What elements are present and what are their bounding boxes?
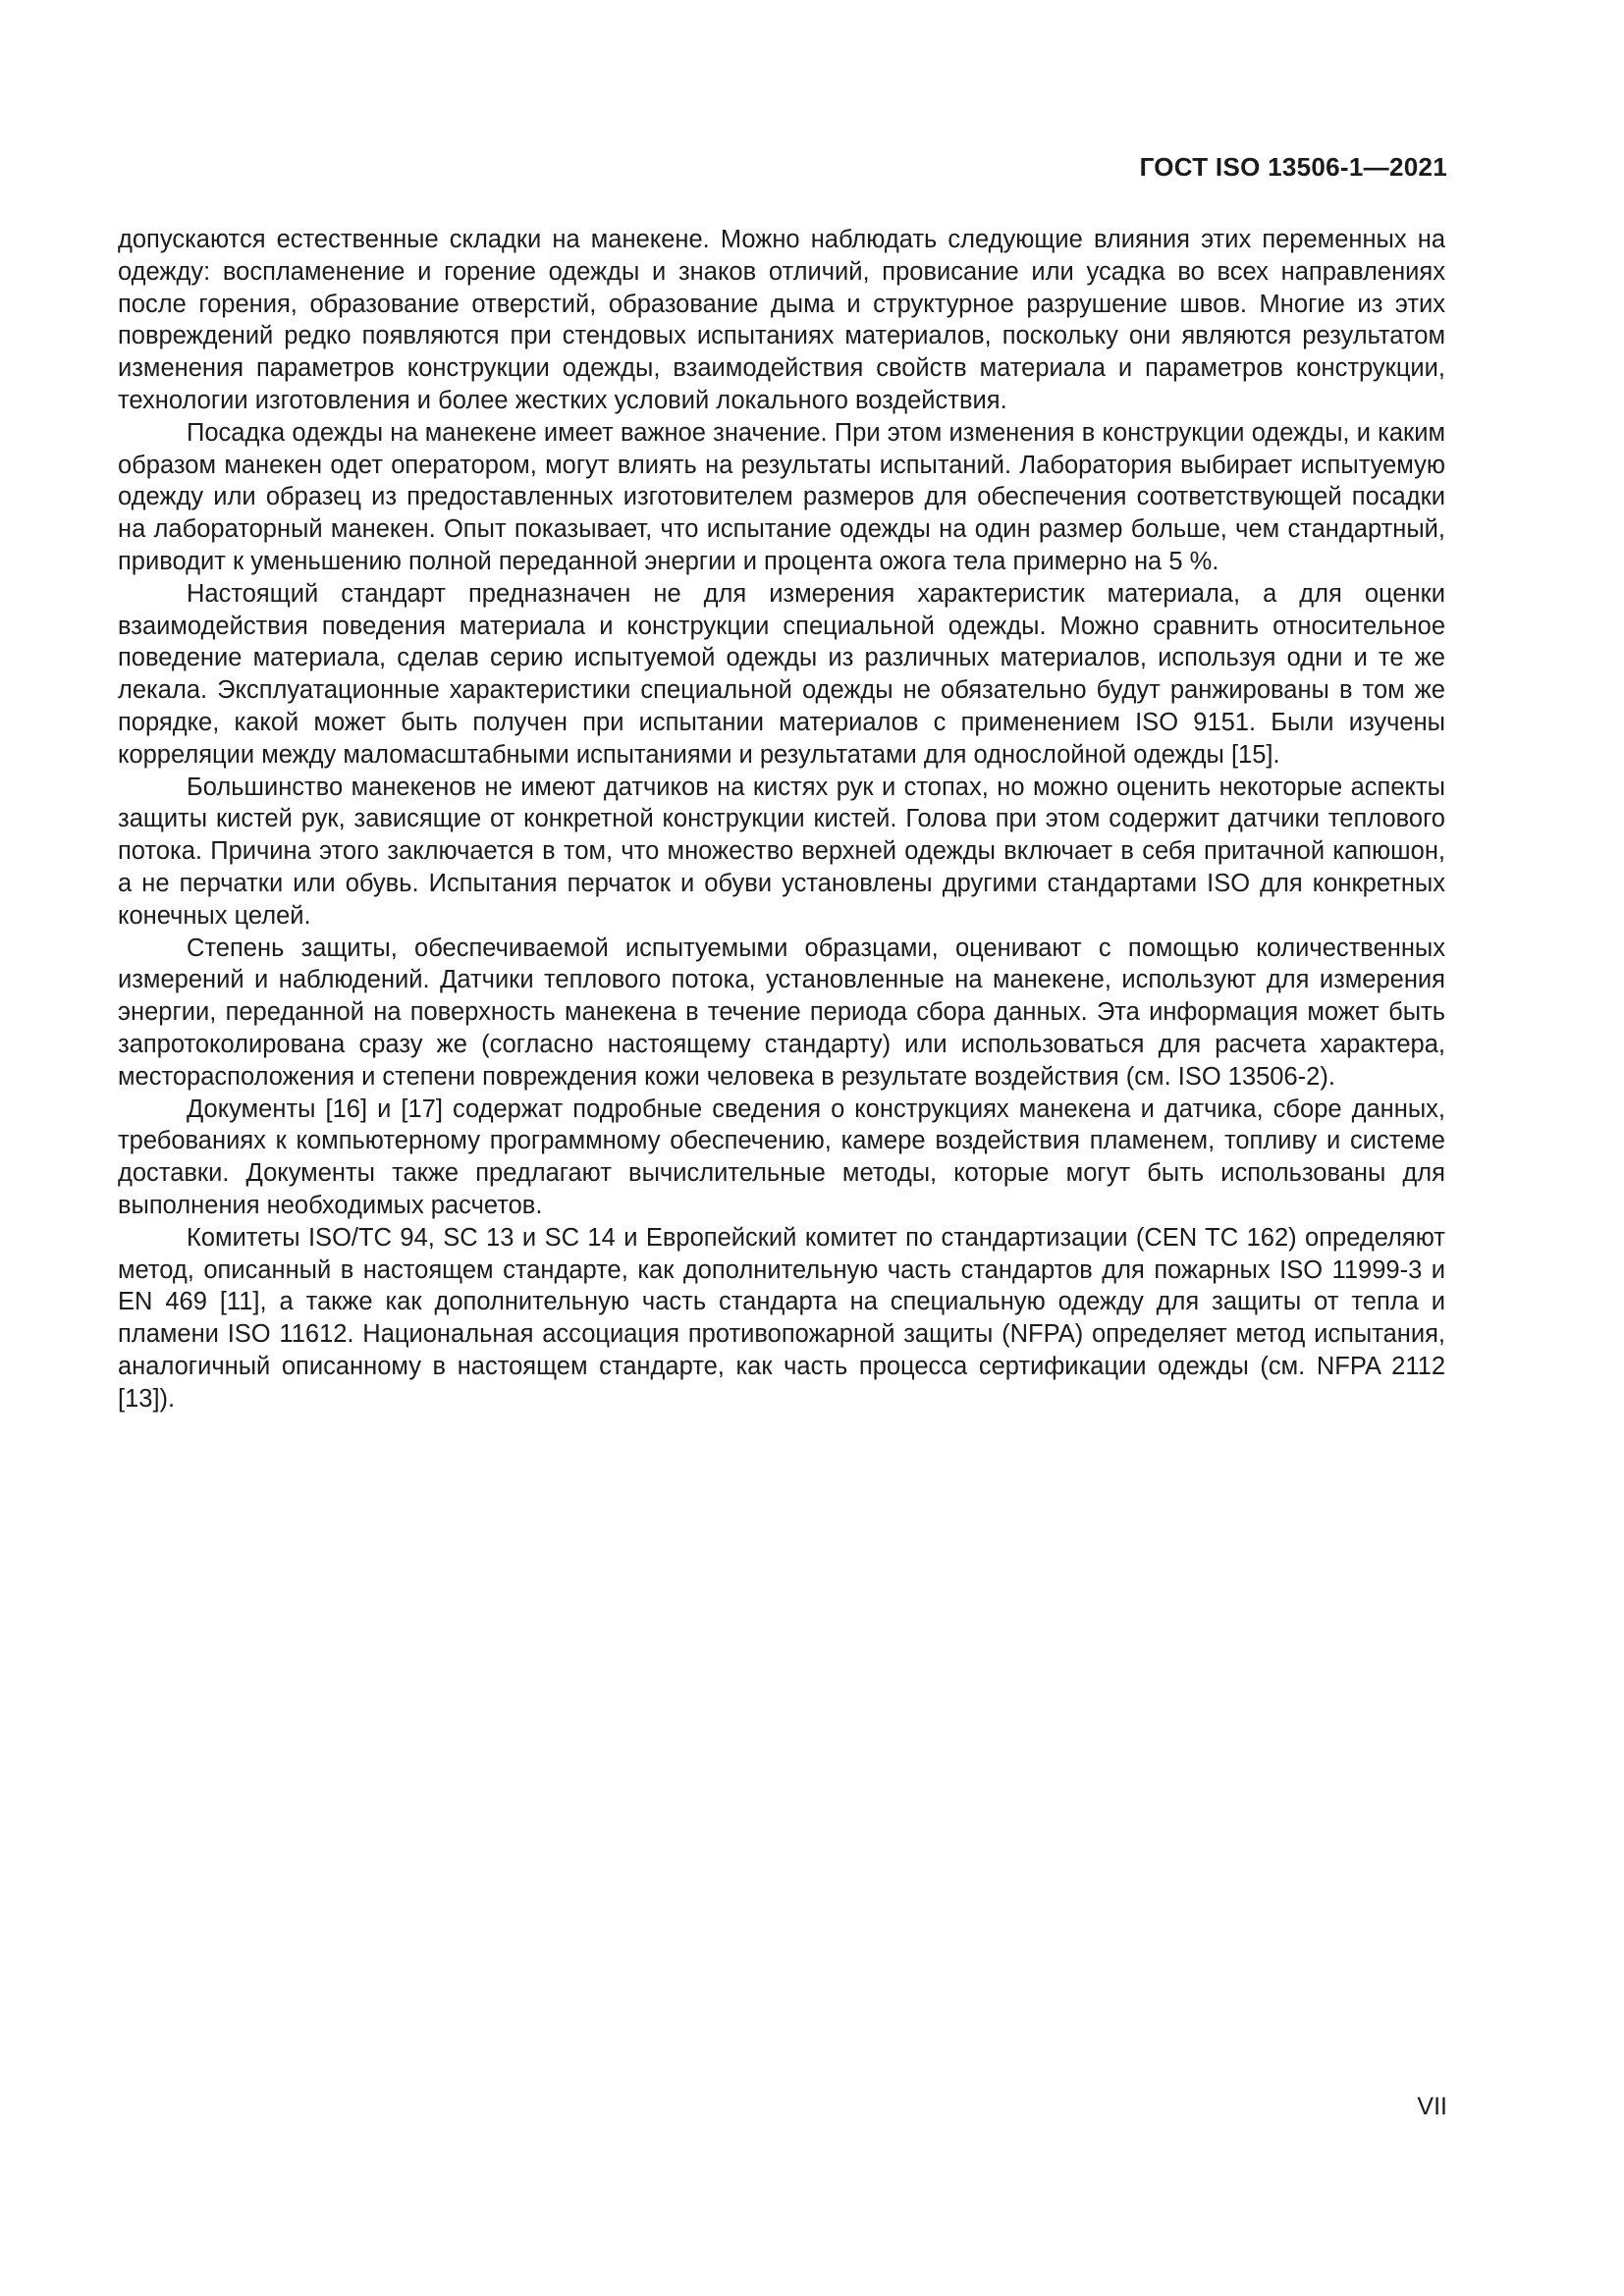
page-number: VII <box>1417 2093 1447 2120</box>
body-text <box>118 224 1445 1415</box>
paragraph-protection-degree: Степень защиты, обеспечиваемой испытуемыми образцами, оценивают с помощью количественных измерений и наблюдений. Датчики теплового потока, установленные на манекене, используют для измерения энергии, переданной на поверхность манекена в течение периода сбора данных. Эта информация может быть запротоколирована сразу же (согласно настоящему стандарту) или использоваться для расчета характера, месторасположения и степени повреждения кожи человека в результате воздействия (см. ISO 13506-2). <box>118 934 1445 1091</box>
paragraph-garment-fit: Посадка одежды на манекене имеет важное значение. При этом изменения в конструкции одежды, и каким образом манекен одет оператором, могут влиять на результаты испытаний. Лаборатория выбирает испытуемую одежду или образец из предоставленных изготовителем размеров для обеспечения соответствующей посадки на лабораторный манекен. Опыт показывает, что испытание одежды на один размер больше, чем стандартный, приводит к уменьшению полной переданной энергии и процента ожога тела примерно на 5 %. <box>118 418 1445 575</box>
paragraph-continuation: допускаются естественные складки на манекене. Можно наблюдать следующие влияния этих переменных на одежду: воспламенение и горение одежды и знаков отличий, провисание или усадка во всех направлениях после горения, образование отверстий, образование дыма и структурное разрушение швов. Многие из этих повреждений редко появляются при стендовых испытаниях материалов, поскольку они являются результатом изменения параметров конструкции одежды, взаимодействия свойств материала и параметров конструкции, технологии изготовления и более жестких условий локального воздействия. <box>118 226 1445 414</box>
paragraph-hands-feet-sensors: Большинство манекенов не имеют датчиков на кистях рук и стопах, но можно оценить некоторые аспекты защиты кистей рук, зависящие от конкретной конструкции кистей. Голова при этом содержит датчики теплового потока. Причина этого заключается в том, что множество верхней одежды включает в себя притачной капюшон, а не перчатки или обувь. Испытания перчаток и обуви установлены другими стандартами ISO для конкретных конечных целей. <box>118 773 1445 930</box>
paragraph-committees: Комитеты ISO/TC 94, SC 13 и SC 14 и Европейский комитет по стандартизации (CEN TC 162) определяют метод, описанный в настоящем стандарте, как дополнительную часть стандартов для пожарных ISO 11999-3 и EN 469 [11], а также как дополнительную часть стандарта на специальную одежду для защиты от тепла и пламени ISO 11612. Национальная ассоциация противопожарной защиты (NFPA) определяет метод испытания, аналогичный описанному в настоящем стандарте, как часть процесса сертификации одежды (см. NFPA 2112 [13]). <box>118 1223 1445 1413</box>
paragraph-documents: Документы [16] и [17] содержат подробные сведения о конструкциях манекена и датчика, сборе данных, требованиях к компьютерному программному обеспечению, камере воздействия пламенем, топливу и системе доставки. Документы также предлагают вычислительные методы, которые могут быть использованы для выполнения необходимых расчетов. <box>118 1095 1445 1219</box>
paragraph-standard-purpose: Настоящий стандарт предназначен не для измерения характеристик материала, а для оценки взаимодействия поведения материала и конструкции специальной одежды. Можно сравнить относительное поведение материала, сделав серию испытуемой одежды из различных материалов, используя одни и те же лекала. Эксплуатационные характеристики специальной одежды не обязательно будут ранжированы в том же порядке, какой может быть получен при испытании материалов с применением ISO 9151. Были изучены корреляции между маломасштабными испытаниями и результатами для однослойной одежды [15]. <box>118 579 1445 769</box>
document-header: ГОСТ ISO 13506-1—2021 <box>1139 152 1447 182</box>
